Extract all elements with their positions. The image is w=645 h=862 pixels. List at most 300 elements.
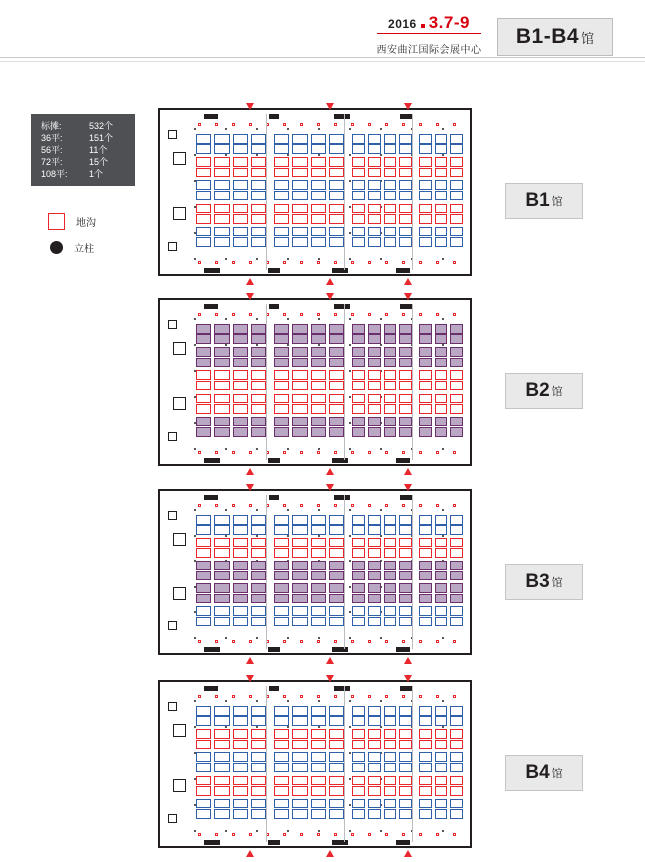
- booth-cell: [435, 716, 448, 726]
- trench-marker: [283, 123, 286, 126]
- booth-cell: [435, 548, 448, 558]
- booth-cell: [352, 776, 365, 786]
- column-marker: [349, 344, 351, 346]
- trench-marker: [198, 261, 201, 264]
- booth-cell: [311, 358, 326, 368]
- logo-dates: 3.7-9: [428, 12, 470, 32]
- column-marker: [442, 700, 444, 702]
- trench-marker: [385, 123, 388, 126]
- booth-cell: [233, 786, 248, 796]
- trench-marker: [300, 640, 303, 643]
- entrance-arrow-icon: [326, 468, 334, 475]
- booth-cell: [419, 214, 432, 224]
- booth-cell: [419, 786, 432, 796]
- trench-marker: [368, 833, 371, 836]
- booth-cell: [214, 214, 229, 224]
- booth-cell: [352, 237, 365, 247]
- booth-cell: [435, 763, 448, 773]
- booth-cell: [292, 799, 307, 809]
- booth-cell: [419, 168, 432, 178]
- booth-cell: [233, 752, 248, 762]
- booth-cell: [311, 237, 326, 247]
- booth-cell: [329, 237, 344, 247]
- booth-cell: [251, 204, 266, 214]
- booth-cell: [384, 347, 397, 357]
- booth-cell: [399, 237, 412, 247]
- booth-cell: [274, 204, 289, 214]
- booth-cell: [292, 594, 307, 604]
- booth-cell: [352, 427, 365, 437]
- booth-cell: [274, 548, 289, 558]
- booth-cell: [450, 606, 463, 616]
- booth-cell: [311, 370, 326, 380]
- booth-cell: [435, 204, 448, 214]
- booth-cell: [399, 752, 412, 762]
- booth-cell: [435, 740, 448, 750]
- column-marker: [349, 778, 351, 780]
- booth-cell: [196, 334, 211, 344]
- column-marker: [380, 637, 382, 639]
- booth-cell: [399, 394, 412, 404]
- booth-cell: [435, 381, 448, 391]
- trench-marker: [232, 313, 235, 316]
- booth-cell: [214, 180, 229, 190]
- column-marker: [225, 830, 227, 832]
- wall-segment: [396, 840, 410, 845]
- booth-cell: [399, 370, 412, 380]
- booth-cell: [233, 227, 248, 237]
- column-marker: [349, 232, 351, 234]
- trench-marker: [232, 695, 235, 698]
- column-marker: [318, 344, 320, 346]
- trench-marker: [402, 833, 405, 836]
- booth-cell: [214, 571, 229, 581]
- legend-item-label: 地沟: [76, 217, 96, 229]
- wall-segment: [204, 458, 220, 463]
- trench-marker: [215, 451, 218, 454]
- booth-cell: [311, 752, 326, 762]
- booth-cell: [435, 394, 448, 404]
- booth-cell: [399, 538, 412, 548]
- wall-segment: [204, 840, 220, 845]
- booth-cell: [233, 594, 248, 604]
- booth-cell: [196, 538, 211, 548]
- column-marker: [287, 535, 289, 537]
- booth-cell: [274, 525, 289, 535]
- booth-cell: [292, 740, 307, 750]
- booth-cell: [435, 157, 448, 167]
- booth-cell: [368, 204, 381, 214]
- column-marker: [225, 535, 227, 537]
- booth-cell: [196, 561, 211, 571]
- booth-cell: [384, 358, 397, 368]
- column-marker: [256, 726, 258, 728]
- column-marker: [225, 448, 227, 450]
- booth-cell: [274, 381, 289, 391]
- booth-cell: [435, 799, 448, 809]
- entrance-arrow-icon: [326, 293, 334, 300]
- booth-cell: [292, 144, 307, 154]
- booth-cell: [450, 237, 463, 247]
- booth-cell: [292, 214, 307, 224]
- trench-marker: [385, 313, 388, 316]
- booth-cell: [311, 571, 326, 581]
- booth-cell: [399, 617, 412, 627]
- booth-cell: [450, 180, 463, 190]
- booth-cell: [399, 347, 412, 357]
- entrance-arrow-icon: [404, 103, 412, 110]
- booth-cell: [233, 191, 248, 201]
- booth-cell: [251, 237, 266, 247]
- booth-cell: [450, 404, 463, 414]
- booth-cell: [292, 716, 307, 726]
- trench-marker: [215, 123, 218, 126]
- booth-cell: [435, 752, 448, 762]
- booth-cell: [251, 370, 266, 380]
- booth-cell: [233, 776, 248, 786]
- trench-marker: [300, 833, 303, 836]
- booth-cell: [329, 324, 344, 334]
- filled-circle-icon: [50, 241, 63, 254]
- booth-cell: [292, 786, 307, 796]
- wall-segment: [204, 114, 218, 119]
- booth-cell: [251, 571, 266, 581]
- booth-cell: [311, 706, 326, 716]
- booth-cell: [251, 752, 266, 762]
- booth-cell: [399, 417, 412, 427]
- booth-cell: [214, 404, 229, 414]
- logo-date-row: [388, 14, 470, 31]
- booth-cell: [419, 204, 432, 214]
- column-marker: [256, 700, 258, 702]
- booth-cell: [450, 538, 463, 548]
- booth-cell: [251, 404, 266, 414]
- booth-cell: [329, 740, 344, 750]
- booth-cell: [196, 799, 211, 809]
- booth-cell: [214, 168, 229, 178]
- column-marker: [287, 448, 289, 450]
- booth-cell: [352, 168, 365, 178]
- entrance-arrow-icon: [326, 675, 334, 682]
- booth-cell: [233, 324, 248, 334]
- stats-value: 11个: [89, 145, 108, 155]
- column-marker: [194, 830, 196, 832]
- booth-cell: [419, 606, 432, 616]
- stats-key: 标摊:: [41, 121, 62, 131]
- service-room: [173, 779, 186, 792]
- entrance-arrow-icon: [326, 103, 334, 110]
- booth-cell: [368, 324, 381, 334]
- booth-cell: [352, 606, 365, 616]
- booth-cell: [384, 799, 397, 809]
- booth-cell: [419, 763, 432, 773]
- trench-marker: [232, 833, 235, 836]
- booth-cell: [251, 776, 266, 786]
- booth-cell: [214, 548, 229, 558]
- column-marker: [225, 318, 227, 320]
- booth-cell: [251, 347, 266, 357]
- booth-cell: [450, 381, 463, 391]
- hall-block-b4: [158, 680, 472, 848]
- entrance-arrow-icon: [246, 103, 254, 110]
- booth-cell: [450, 763, 463, 773]
- trench-marker: [334, 261, 337, 264]
- booth-cell: [419, 716, 432, 726]
- booth-cell: [274, 740, 289, 750]
- booth-cell: [196, 204, 211, 214]
- booth-cell: [450, 799, 463, 809]
- booth-cell: [274, 776, 289, 786]
- booth-cell: [251, 525, 266, 535]
- booth-cell: [450, 324, 463, 334]
- service-room: [168, 130, 177, 139]
- booth-cell: [329, 606, 344, 616]
- column-marker: [349, 448, 351, 450]
- booth-cell: [274, 404, 289, 414]
- booth-cell: [384, 417, 397, 427]
- booth-cell: [251, 144, 266, 154]
- trench-marker: [402, 504, 405, 507]
- booth-cell: [329, 370, 344, 380]
- booth-cell: [233, 204, 248, 214]
- booth-cell: [214, 427, 229, 437]
- booth-cell: [384, 394, 397, 404]
- booth-cell: [196, 237, 211, 247]
- booth-cell: [399, 334, 412, 344]
- wall-segment: [334, 304, 350, 309]
- booth-cell: [292, 204, 307, 214]
- booth-cell: [419, 404, 432, 414]
- booth-cell: [384, 571, 397, 581]
- booth-cell: [196, 144, 211, 154]
- booth-cell: [352, 180, 365, 190]
- booth-cell: [311, 561, 326, 571]
- trench-marker: [351, 261, 354, 264]
- booth-cell: [384, 583, 397, 593]
- booth-cell: [233, 427, 248, 437]
- booth-cell: [384, 606, 397, 616]
- wall-segment: [268, 647, 280, 652]
- stats-key: 108平:: [41, 169, 68, 179]
- booth-cell: [450, 417, 463, 427]
- trench-marker: [453, 504, 456, 507]
- stats-key: 56平:: [41, 145, 63, 155]
- booth-cell: [274, 180, 289, 190]
- booth-cell: [419, 583, 432, 593]
- booth-cell: [214, 716, 229, 726]
- trench-marker: [419, 695, 422, 698]
- booth-cell: [419, 538, 432, 548]
- booth-cell: [352, 525, 365, 535]
- booth-cell: [419, 394, 432, 404]
- booth-cell: [399, 740, 412, 750]
- booth-cell: [196, 617, 211, 627]
- booth-cell: [292, 809, 307, 819]
- column-marker: [225, 344, 227, 346]
- booth-cell: [196, 752, 211, 762]
- booth-cell: [292, 427, 307, 437]
- booth-cell: [311, 716, 326, 726]
- booth-cell: [233, 334, 248, 344]
- booth-cell: [214, 237, 229, 247]
- booth-cell: [274, 417, 289, 427]
- booth-cell: [419, 180, 432, 190]
- column-marker: [318, 535, 320, 537]
- booth-cell: [251, 594, 266, 604]
- booth-cell: [399, 594, 412, 604]
- trench-marker: [351, 313, 354, 316]
- booth-cell: [274, 427, 289, 437]
- entrance-arrow-icon: [246, 484, 254, 491]
- booth-cell: [399, 525, 412, 535]
- booth-cell: [399, 168, 412, 178]
- column-marker: [380, 318, 382, 320]
- floor-plan-b3: [158, 489, 472, 655]
- booth-cell: [352, 324, 365, 334]
- trench-marker: [283, 695, 286, 698]
- booth-cell: [399, 706, 412, 716]
- booth-cell: [214, 729, 229, 739]
- booth-cell: [274, 763, 289, 773]
- booth-cell: [399, 561, 412, 571]
- wall-segment: [400, 114, 412, 119]
- booth-cell: [368, 606, 381, 616]
- stats-row: [31, 156, 135, 168]
- stats-key: 72平:: [41, 157, 63, 167]
- booth-cell: [214, 191, 229, 201]
- column-marker: [380, 726, 382, 728]
- trench-marker: [453, 695, 456, 698]
- trench-marker: [198, 833, 201, 836]
- booth-cell: [274, 347, 289, 357]
- booth-cell: [251, 334, 266, 344]
- booth-cell: [399, 157, 412, 167]
- column-marker: [194, 700, 196, 702]
- booth-cell: [233, 358, 248, 368]
- column-marker: [349, 396, 351, 398]
- trench-marker: [283, 833, 286, 836]
- booth-cell: [352, 752, 365, 762]
- booth-cell: [384, 180, 397, 190]
- booth-cell: [399, 144, 412, 154]
- booth-cell: [274, 237, 289, 247]
- wall-segment: [269, 495, 279, 500]
- booth-cell: [292, 583, 307, 593]
- booth-cell: [292, 168, 307, 178]
- booth-cell: [352, 394, 365, 404]
- trench-marker: [402, 640, 405, 643]
- booth-cell: [368, 237, 381, 247]
- booth-cell: [368, 716, 381, 726]
- entrance-arrow-icon: [404, 675, 412, 682]
- booth-cell: [233, 237, 248, 247]
- trench-marker: [249, 695, 252, 698]
- booth-cell: [251, 214, 266, 224]
- booth-cell: [368, 617, 381, 627]
- column-marker: [318, 830, 320, 832]
- booth-cell: [274, 134, 289, 144]
- booth-cell: [311, 763, 326, 773]
- booth-cell: [233, 538, 248, 548]
- column-marker: [256, 154, 258, 156]
- booth-cell: [329, 404, 344, 414]
- booth-cell: [435, 571, 448, 581]
- booth-cell: [419, 370, 432, 380]
- wall-segment: [334, 495, 350, 500]
- trench-marker: [283, 261, 286, 264]
- column-marker: [256, 535, 258, 537]
- column-marker: [349, 128, 351, 130]
- booth-cell: [274, 752, 289, 762]
- booth-cell: [274, 191, 289, 201]
- service-room: [173, 397, 186, 410]
- booth-cell: [292, 394, 307, 404]
- booth-cell: [450, 617, 463, 627]
- booth-cell: [384, 776, 397, 786]
- column-marker: [194, 128, 196, 130]
- booth-cell: [419, 381, 432, 391]
- booth-cell: [399, 214, 412, 224]
- booth-cell: [419, 358, 432, 368]
- booth-cell: [233, 394, 248, 404]
- hall-label-suffix: 馆: [551, 577, 563, 589]
- column-marker: [442, 637, 444, 639]
- trench-marker: [368, 313, 371, 316]
- booth-cell: [368, 334, 381, 344]
- booth-cell: [274, 594, 289, 604]
- booth-cell: [450, 786, 463, 796]
- booth-cell: [214, 144, 229, 154]
- trench-marker: [232, 261, 235, 264]
- booth-cell: [352, 214, 365, 224]
- booth-cell: [196, 370, 211, 380]
- booth-cell: [233, 144, 248, 154]
- booth-cell: [435, 417, 448, 427]
- booth-cell: [419, 134, 432, 144]
- booth-cell: [292, 417, 307, 427]
- booth-cell: [329, 525, 344, 535]
- booth-cell: [329, 381, 344, 391]
- booth-cell: [384, 594, 397, 604]
- trench-marker: [453, 640, 456, 643]
- booth-cell: [311, 347, 326, 357]
- column-marker: [442, 318, 444, 320]
- trench-marker: [317, 833, 320, 836]
- column-marker: [442, 258, 444, 260]
- aisle-line: [266, 114, 267, 270]
- booth-cell: [368, 571, 381, 581]
- column-marker: [318, 726, 320, 728]
- column-marker: [194, 535, 196, 537]
- booth-cell: [233, 716, 248, 726]
- booth-cell: [419, 729, 432, 739]
- booth-cell: [196, 740, 211, 750]
- booth-cell: [251, 706, 266, 716]
- booth-cell: [196, 157, 211, 167]
- booth-cell: [214, 617, 229, 627]
- booth-cell: [368, 427, 381, 437]
- booth-cell: [292, 606, 307, 616]
- wall-segment: [332, 458, 348, 463]
- booth-cell: [352, 583, 365, 593]
- booth-cell: [292, 525, 307, 535]
- booth-cell: [311, 134, 326, 144]
- service-room: [173, 342, 186, 355]
- booth-cell: [352, 809, 365, 819]
- booth-cell: [399, 809, 412, 819]
- trench-marker: [453, 313, 456, 316]
- booth-cell: [352, 729, 365, 739]
